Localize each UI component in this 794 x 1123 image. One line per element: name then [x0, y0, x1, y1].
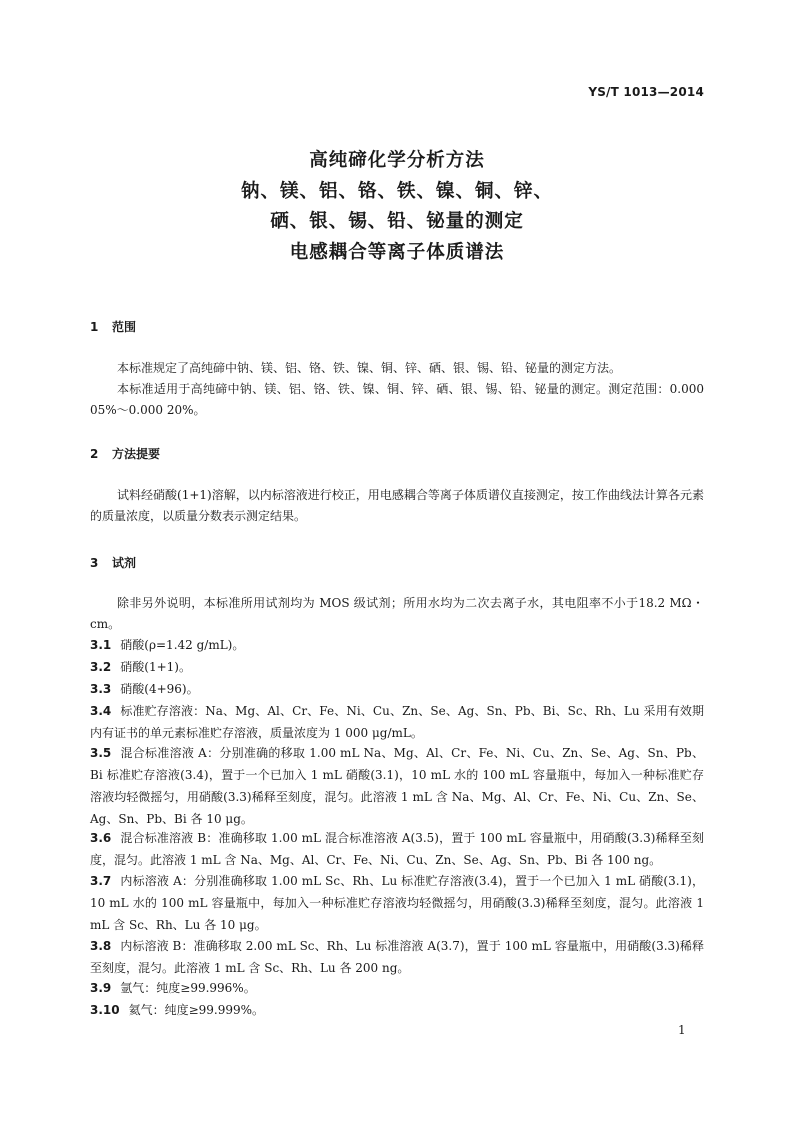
- clause-text: 氩气：纯度≥99.996%。: [120, 981, 256, 995]
- title-line-3: 硒、银、锡、铅、铋量的测定: [270, 211, 524, 232]
- clause-text: 混合标准溶液 B：准确移取 1.00 mL 混合标准溶液 A(3.5)，置于 100 mL 容量瓶中，用硝酸(3.3)稀释至刻度，混匀。此溶液 1 mL 含 Na、Mg、Al、Cr、Fe、Ni、Cu、Zn、Se、Ag、Sn、Pb、Bi 各 100 ng。: [90, 831, 704, 867]
- clause-number: 3.10: [90, 1003, 120, 1017]
- section-title: 试剂: [112, 556, 137, 570]
- clause-number: 3.1: [90, 638, 112, 652]
- clause-3-10: [90, 999, 704, 1021]
- title-line-2: 钠、镁、铝、铬、铁、镍、铜、锌、: [240, 180, 553, 202]
- clause-number: 3.4: [90, 704, 112, 718]
- section-heading-scope: [90, 318, 136, 335]
- clause-number: 3.2: [90, 660, 112, 674]
- paragraph: 本标准规定了高纯碲中钠、镁、铝、铬、铁、镍、铜、锌、硒、银、锡、铅、铋量的测定方法。: [117, 361, 622, 375]
- clause-3-5: [90, 742, 704, 830]
- title-line-4: 电感耦合等离子体质谱法: [289, 241, 505, 263]
- standard-code: YS/T 1013—2014: [588, 85, 704, 99]
- clause-text: 氦气：纯度≥99.999%。: [128, 1003, 265, 1017]
- section-title: 方法提要: [112, 447, 161, 461]
- clause-number: 3.3: [90, 682, 112, 696]
- clause-number: 3.8: [90, 939, 112, 953]
- clause-3-9: [90, 977, 704, 999]
- document-title: [0, 146, 794, 268]
- section-heading-method-summary: [90, 445, 160, 462]
- section-heading-reagents: [90, 554, 136, 571]
- clause-number: 3.9: [90, 981, 112, 995]
- paragraph: 除非另外说明，本标准所用试剂均为 MOS 级试剂；所用水均为二次去离子水，其电阻率不小于18.2 MΩ・cm。: [90, 596, 704, 631]
- clause-number: 3.5: [90, 746, 112, 760]
- section-number: 3: [90, 556, 99, 570]
- clause-text: 标准贮存溶液：Na、Mg、Al、Cr、Fe、Ni、Cu、Zn、Se、Ag、Sn、Pb、Bi、Sc、Rh、Lu 采用有效期内有证书的单元素标准贮存溶液，质量浓度为 1 000 μg/mL。: [90, 704, 704, 740]
- clause-text: 硝酸(1+1)。: [120, 660, 191, 674]
- paragraph: 本标准适用于高纯碲中钠、镁、铝、铬、铁、镍、铜、锌、硒、银、锡、铅、铋量的测定。测定范围：0.000 05%～0.000 20%。: [90, 382, 704, 417]
- section-number: 1: [90, 320, 99, 334]
- clause-text: 混合标准溶液 A：分别准确的移取 1.00 mL Na、Mg、Al、Cr、Fe、Ni、Cu、Zn、Se、Ag、Sn、Pb、Bi 标准贮存溶液(3.4)，置于一个已加入 1 mL 硝酸(3.1)，10 mL 水的 100 mL 容量瓶中，每加入一种标准贮存溶液均轻微摇匀，用硝酸(3.3)稀释至刻度，混匀。此溶液 1 mL 含 Na、Mg、Al、Cr、Fe、Ni、Cu、Zn、Se、Ag、Sn、Pb、Bi 各 10 μg。: [90, 746, 704, 826]
- clause-text: 内标溶液 A：分别准确移取 1.00 mL Sc、Rh、Lu 标准贮存溶液(3.4)，置于一个已加入 1 mL 硝酸(3.1)，10 mL 水的 100 mL 容量瓶中，每加入一种标准贮存溶液均轻微摇匀，用硝酸(3.3)稀释至刻度，混匀。此溶液 1 mL 含 Sc、Rh、Lu 各 10 μg。: [90, 874, 704, 932]
- clause-3-3: [90, 678, 704, 700]
- clause-text: 硝酸(ρ=1.42 g/mL)。: [120, 638, 245, 652]
- page-number: 1: [678, 1023, 686, 1037]
- clause-number: 3.6: [90, 831, 112, 845]
- clause-3-8: [90, 935, 704, 979]
- clause-number: 3.7: [90, 874, 112, 888]
- clause-text: 硝酸(4+96)。: [120, 682, 199, 696]
- paragraph: 试料经硝酸(1+1)溶解，以内标溶液进行校正，用电感耦合等离子体质谱仪直接测定，按工作曲线法计算各元素的质量浓度，以质量分数表示测定结果。: [90, 488, 704, 523]
- section-title: 范围: [112, 320, 137, 334]
- clause-3-7: [90, 870, 704, 936]
- clause-3-4: [90, 700, 704, 744]
- clause-3-6: [90, 827, 704, 871]
- clause-3-1: [90, 634, 704, 656]
- clause-text: 内标溶液 B：准确移取 2.00 mL Sc、Rh、Lu 标准溶液 A(3.7)，置于 100 mL 容量瓶中，用硝酸(3.3)稀释至刻度，混匀。此溶液 1 mL 含 Sc、Rh、Lu 各 200 ng。: [90, 939, 704, 975]
- title-line-1: 高纯碲化学分析方法: [309, 150, 485, 171]
- clause-3-2: [90, 656, 704, 678]
- section-number: 2: [90, 447, 99, 461]
